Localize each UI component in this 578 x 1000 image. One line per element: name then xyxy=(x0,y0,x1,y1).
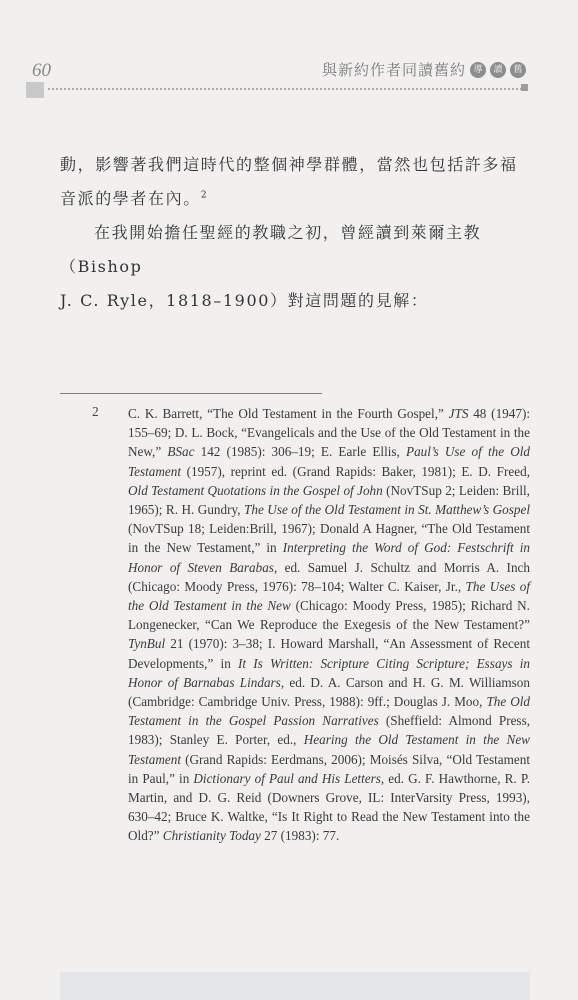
footnote-italic-title: Paul’s Use of the Old Testament xyxy=(128,444,531,479)
footnote-italic-title: BSac xyxy=(167,444,195,460)
paragraph-1 xyxy=(60,148,530,216)
footnote-text-run: , ed. G. F. Hawthorne, R. P. Martin, and D. G. Reid (Downers Grove, IL: InterVarsity Press, 1993), 630–42; Bruce K. Waltke, “Is It Right to Read the New Testament into the Old?” xyxy=(128,770,530,844)
footnote-italic-title: The Uses of the Old Testament in the New xyxy=(128,578,530,614)
footnote-italic-title: Interpreting the Word of God: Festschrift in Honor of Steven Barabas xyxy=(128,540,530,575)
footnote-text-run: (NovTSup 18; Leiden:Brill, 1967); Donald A Hagner, “The Old Testament in the New Testament,” in xyxy=(128,521,530,556)
footnote-italic-title: TynBul xyxy=(128,636,166,652)
footnote-number: 2 xyxy=(92,404,99,419)
book-title: 與新約作者同讀舊約 xyxy=(321,61,466,79)
footnote-text-run: (Sheffield: Almond Press, 1983); Stanley E. Porter, ed., xyxy=(128,713,530,748)
footnote-text-run: 27 (1983): 77. xyxy=(260,828,340,844)
paragraph-2-line-2: J. C. Ryle，1818–1900）對這問題的見解： xyxy=(60,291,429,310)
footnote-italic-title: Old Testament Quotations in the Gospel of John xyxy=(128,482,383,498)
footnote-italic-title: JTS xyxy=(448,406,469,421)
paragraph-1-text: 動，影響著我們這時代的整個神學群體，當然也包括許多福音派的學者在內。 xyxy=(60,155,518,208)
header-rule-end-mark xyxy=(521,84,528,91)
badge-3: 舊 xyxy=(510,62,526,78)
footnote-italic-title: Christianity Today xyxy=(162,828,261,844)
paragraph-2-continued xyxy=(60,284,530,318)
footnote-text-run: (Grand Rapids: Eerdmans, 2006); Moisés Silva, “Old Testament in Paul,” in xyxy=(128,751,530,786)
footnote-reference: 2 xyxy=(200,190,209,201)
footnote-text-run: (Chicago: Moody Press, 1985); Richard N. Longenecker, “Can We Reproduce the Exegesis of the New Testament?” xyxy=(128,598,530,633)
footnote-text-run: , ed. Samuel J. Schultz and Morris A. Inch (Chicago: Moody Press, 1976): 78–104; Walter C. Kaiser, Jr., xyxy=(128,559,530,594)
footnote-italic-title: It Is Written: Scripture Citing Scripture; Essays in Honor of Barnabas Lindars xyxy=(128,655,530,690)
bottom-edge-strip xyxy=(60,972,530,1000)
footnote-italic-title: The Old Testament in the Gospel Passion Narratives xyxy=(128,694,531,729)
body-text xyxy=(60,148,530,318)
footnote-italic-title: Dictionary of Paul and His Letters xyxy=(193,770,381,786)
footnote-text-run: (1957), reprint ed. (Grand Rapids: Baker, 1981); E. D. Freed, xyxy=(181,463,530,479)
footnote-text-run: (NovTSup 2; Leiden: Brill, 1965); R. H. Gundry, xyxy=(128,482,530,518)
badge-1: 導 xyxy=(470,62,486,78)
footnote-text-run: 21 (1970): 3–38; I. Howard Marshall, “An Assessment of Recent Developments,” in xyxy=(128,636,530,671)
footnote-rule xyxy=(60,393,322,394)
footnote-text-run: , ed. D. A. Carson and H. G. M. Williamson (Cambridge: Cambridge Univ. Press, 1988): 9ff.; Douglas J. Moo, xyxy=(128,674,530,710)
running-head xyxy=(322,59,526,80)
footnote-text xyxy=(128,404,530,846)
footnote-italic-title: Hearing the Old Testament in the New Testament xyxy=(128,732,530,767)
paragraph-2-line-1: 在我開始擔任聖經的教職之初，曾經讀到萊爾主教（Bishop xyxy=(60,223,482,276)
page-number: 60 xyxy=(32,60,51,81)
footnote-text-run: C. K. Barrett, “The Old Testament in the Fourth Gospel,” xyxy=(128,406,449,421)
paragraph-2 xyxy=(60,216,530,284)
corner-mark xyxy=(26,82,44,98)
footnote-text-run: 142 (1985): 306–19; E. Earle Ellis, xyxy=(194,444,407,460)
footnote-italic-title: The Use of the Old Testament in St. Matthew’s Gospel xyxy=(244,502,530,518)
footnote-text-run: 48 (1947): 155–69; D. L. Bock, “Evangelicals and the Use of the Old Testament in the New,” xyxy=(128,406,531,460)
header-dotted-rule xyxy=(48,88,522,90)
badge-2: 讀 xyxy=(490,62,506,78)
